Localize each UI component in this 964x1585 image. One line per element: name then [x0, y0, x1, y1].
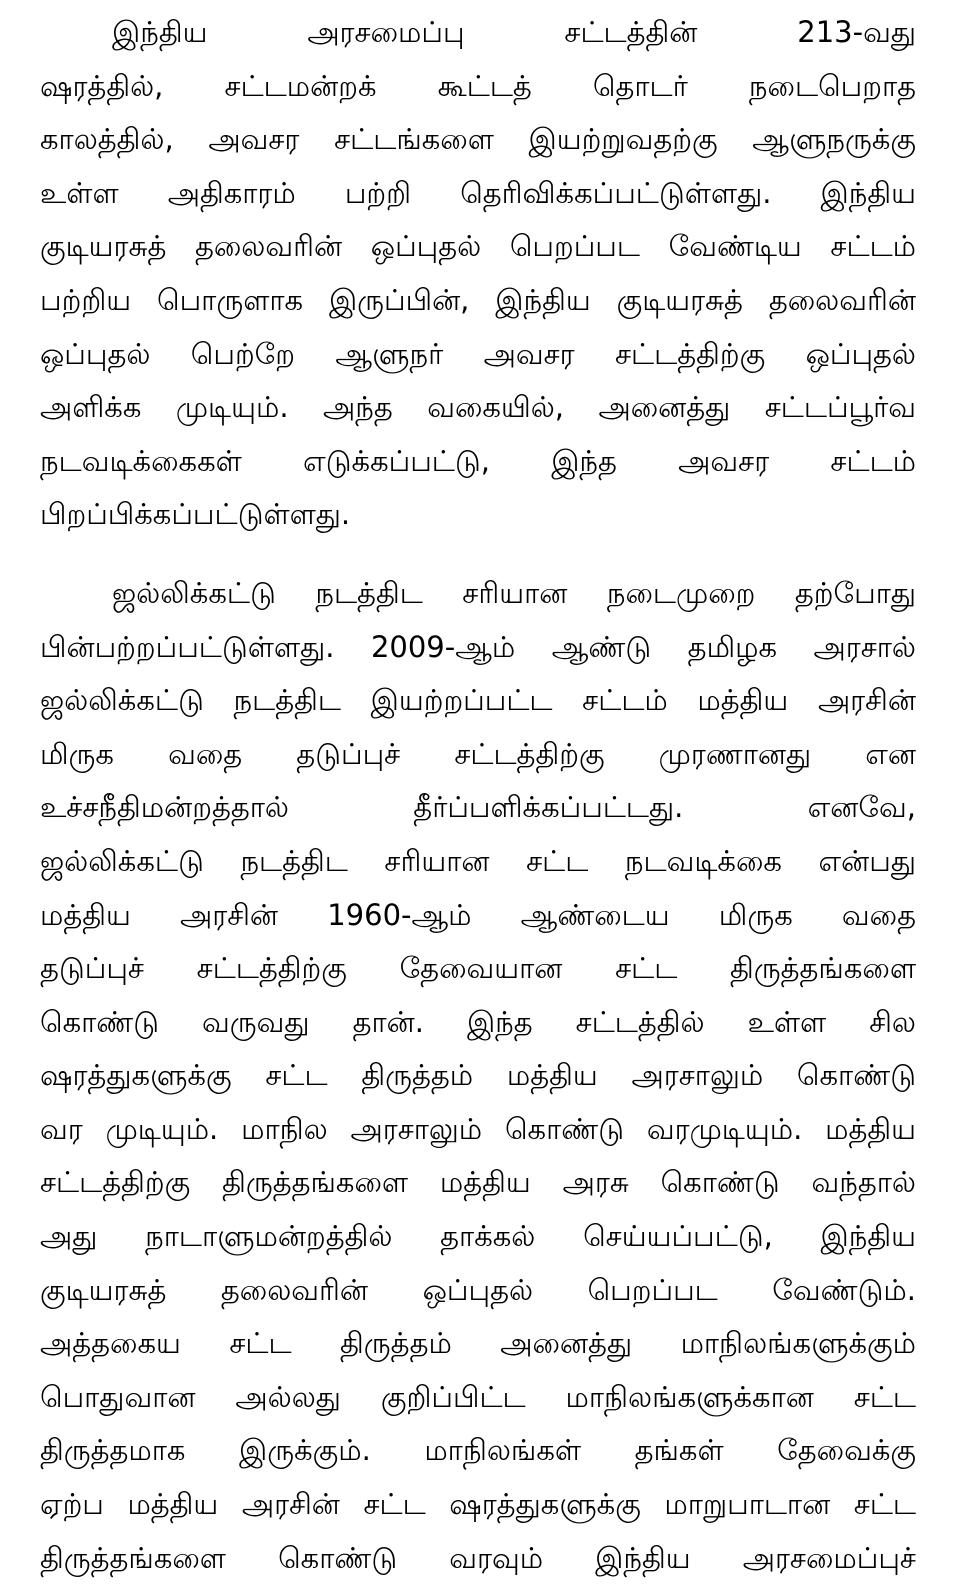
- text-line: ஜல்லிக்கட்டு நடத்திட சரியான சட்ட நடவடிக்கை என்பது: [40, 843, 916, 878]
- text-line: ஷரத்துகளுக்கு சட்ட திருத்தம் மத்திய அரசாலும் கொண்டு: [40, 1058, 916, 1093]
- text-line: குடியரசுத் தலைவரின் ஒப்புதல் பெறப்பட வேண்டிய சட்டம்: [40, 229, 916, 264]
- text-line: திருத்தங்களை கொண்டு வரவும் இந்திய அரசமைப்புச்: [40, 1540, 916, 1575]
- text-line: வர முடியும். மாநில அரசாலும் கொண்டு வரமுடியும். மத்திய: [40, 1111, 916, 1146]
- paragraph-1: [40, 6, 916, 542]
- text-line: பொதுவான அல்லது குறிப்பிட்ட மாநிலங்களுக்கான சட்ட: [40, 1379, 916, 1414]
- text-line: இந்திய அரசமைப்பு சட்டத்தின் 213-வது: [112, 15, 916, 49]
- text-line: அளிக்க முடியும். அந்த வகையில், அனைத்து சட்டப்பூர்வ: [40, 390, 916, 425]
- text-line: கொண்டு வருவது தான். இந்த சட்டத்தில் உள்ள சில: [40, 1004, 916, 1039]
- text-line: குடியரசுத் தலைவரின் ஒப்புதல் பெறப்பட வேண்டும்.: [40, 1272, 916, 1307]
- paragraph-2: [40, 567, 916, 1585]
- text-line: பிறப்பிக்கப்பட்டுள்ளது.: [40, 497, 351, 532]
- text-line: மிருக வதை தடுப்புச் சட்டத்திற்கு முரணானது என: [40, 736, 916, 771]
- text-line: உள்ள அதிகாரம் பற்றி தெரிவிக்கப்பட்டுள்ளது. இந்திய: [40, 175, 916, 210]
- text-line: மத்திய அரசின் 1960-ஆம் ஆண்டைய மிருக வதை: [40, 897, 916, 932]
- text-line: காலத்தில், அவசர சட்டங்களை இயற்றுவதற்கு ஆளுநருக்கு: [40, 122, 916, 157]
- text-line: நடவடிக்கைகள் எடுக்கப்பட்டு, இந்த அவசர சட்டம்: [40, 443, 916, 478]
- text-line: பின்பற்றப்பட்டுள்ளது. 2009-ஆம் ஆண்டு தமிழக அரசால்: [40, 629, 916, 664]
- text-line: ஏற்ப மத்திய அரசின் சட்ட ஷரத்துகளுக்கு மாறுபாடான சட்ட: [40, 1487, 916, 1522]
- text-line: உச்சநீதிமன்றத்தால் தீர்ப்பளிக்கப்பட்டது. எனவே,: [40, 790, 916, 825]
- text-line: அத்தகைய சட்ட திருத்தம் அனைத்து மாநிலங்களுக்கும்: [40, 1326, 916, 1361]
- text-line: திருத்தமாக இருக்கும். மாநிலங்கள் தங்கள் தேவைக்கு: [40, 1433, 916, 1468]
- document-page: [40, 6, 916, 1585]
- text-line: பற்றிய பொருளாக இருப்பின், இந்திய குடியரசுத் தலைவரின்: [40, 282, 916, 317]
- text-line: ஷரத்தில், சட்டமன்றக் கூட்டத் தொடர் நடைபெறாத: [40, 68, 916, 103]
- text-line: சட்டத்திற்கு திருத்தங்களை மத்திய அரசு கொண்டு வந்தால்: [40, 1165, 916, 1200]
- text-line: தடுப்புச் சட்டத்திற்கு தேவையான சட்ட திருத்தங்களை: [40, 951, 916, 986]
- text-line: ஜல்லிக்கட்டு நடத்திட சரியான நடைமுறை தற்போது: [112, 575, 916, 610]
- text-line: ஒப்புதல் பெற்றே ஆளுநர் அவசர சட்டத்திற்கு ஒப்புதல்: [40, 336, 916, 371]
- text-line: ஜல்லிக்கட்டு நடத்திட இயற்றப்பட்ட சட்டம் மத்திய அரசின்: [40, 683, 916, 718]
- text-line: அது நாடாளுமன்றத்தில் தாக்கல் செய்யப்பட்டு, இந்திய: [40, 1219, 916, 1254]
